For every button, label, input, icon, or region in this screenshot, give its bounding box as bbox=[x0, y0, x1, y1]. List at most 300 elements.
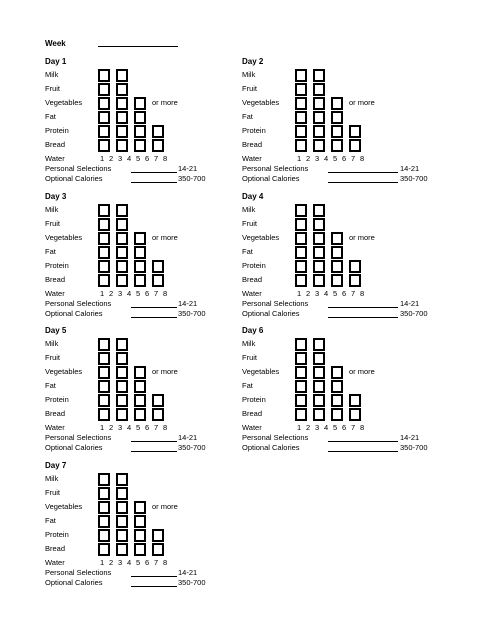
water-glass-number[interactable]: 3 bbox=[315, 423, 320, 432]
serving-checkbox[interactable] bbox=[134, 246, 146, 259]
food-label: Fat bbox=[45, 112, 56, 121]
serving-checkbox[interactable] bbox=[295, 366, 307, 379]
serving-checkbox[interactable] bbox=[134, 366, 146, 379]
day-title: Day 4 bbox=[242, 192, 264, 201]
optional-calories-label: Optional Calories bbox=[45, 578, 103, 587]
food-row bbox=[45, 139, 245, 152]
serving-checkbox[interactable] bbox=[116, 232, 128, 245]
food-row bbox=[45, 97, 245, 110]
food-row bbox=[242, 97, 442, 110]
water-label: Water bbox=[45, 558, 65, 567]
serving-checkbox[interactable] bbox=[98, 380, 110, 393]
serving-checkbox[interactable] bbox=[98, 232, 110, 245]
serving-checkbox[interactable] bbox=[295, 69, 307, 82]
food-row bbox=[242, 352, 442, 365]
day-section bbox=[45, 192, 245, 317]
serving-checkbox[interactable] bbox=[98, 69, 110, 82]
day-section bbox=[45, 57, 245, 182]
water-glass-number[interactable]: 6 bbox=[145, 423, 150, 432]
food-label: Fruit bbox=[242, 219, 257, 228]
water-glass-number[interactable]: 7 bbox=[351, 423, 356, 432]
serving-checkbox[interactable] bbox=[98, 246, 110, 259]
serving-checkbox[interactable] bbox=[116, 394, 128, 407]
food-label: Protein bbox=[45, 261, 69, 270]
serving-checkbox[interactable] bbox=[116, 408, 128, 421]
serving-checkbox[interactable] bbox=[152, 408, 164, 421]
personal-selections-row bbox=[242, 433, 442, 443]
serving-checkbox[interactable] bbox=[313, 111, 325, 124]
serving-checkbox[interactable] bbox=[295, 97, 307, 110]
food-row bbox=[45, 501, 245, 514]
serving-checkbox[interactable] bbox=[313, 260, 325, 273]
personal-selections-label: Personal Selections bbox=[242, 433, 309, 442]
serving-checkbox[interactable] bbox=[116, 543, 128, 556]
serving-checkbox[interactable] bbox=[134, 529, 146, 542]
water-glass-number[interactable]: 2 bbox=[306, 423, 311, 432]
serving-checkbox[interactable] bbox=[295, 232, 307, 245]
water-glass-number[interactable]: 5 bbox=[333, 154, 338, 163]
serving-checkbox[interactable] bbox=[295, 380, 307, 393]
water-glass-number[interactable]: 5 bbox=[333, 289, 338, 298]
serving-checkbox[interactable] bbox=[134, 408, 146, 421]
optional-calories-label: Optional Calories bbox=[45, 443, 103, 452]
water-glass-number[interactable]: 3 bbox=[315, 154, 320, 163]
serving-checkbox[interactable] bbox=[98, 473, 110, 486]
serving-checkbox[interactable] bbox=[313, 366, 325, 379]
food-row bbox=[242, 232, 442, 245]
optional-calories-row bbox=[242, 174, 442, 184]
serving-checkbox[interactable] bbox=[295, 394, 307, 407]
food-label: Vegetables bbox=[242, 233, 280, 242]
water-glass-number[interactable]: 6 bbox=[145, 558, 150, 567]
serving-checkbox[interactable] bbox=[116, 274, 128, 287]
serving-checkbox[interactable] bbox=[313, 83, 325, 96]
personal-selections-input-line[interactable] bbox=[131, 576, 177, 577]
serving-checkbox[interactable] bbox=[295, 204, 307, 217]
serving-checkbox[interactable] bbox=[134, 125, 146, 138]
serving-checkbox[interactable] bbox=[331, 260, 343, 273]
serving-checkbox[interactable] bbox=[313, 232, 325, 245]
or-more-label: or more bbox=[152, 98, 178, 107]
serving-checkbox[interactable] bbox=[134, 274, 146, 287]
optional-calories-input-line[interactable] bbox=[131, 317, 177, 318]
food-label: Vegetables bbox=[45, 502, 83, 511]
food-row bbox=[242, 408, 442, 421]
food-label: Bread bbox=[45, 275, 66, 284]
serving-checkbox[interactable] bbox=[349, 125, 361, 138]
water-glass-number[interactable]: 5 bbox=[136, 423, 141, 432]
food-row bbox=[242, 380, 442, 393]
water-glass-number[interactable]: 8 bbox=[163, 558, 168, 567]
water-glass-number[interactable]: 8 bbox=[360, 423, 365, 432]
serving-checkbox[interactable] bbox=[295, 111, 307, 124]
optional-calories-row bbox=[45, 309, 245, 319]
serving-checkbox[interactable] bbox=[295, 139, 307, 152]
water-glass-number[interactable]: 7 bbox=[154, 423, 159, 432]
food-row bbox=[242, 218, 442, 231]
serving-checkbox[interactable] bbox=[331, 232, 343, 245]
water-glass-number[interactable]: 7 bbox=[351, 154, 356, 163]
food-label: Protein bbox=[242, 126, 266, 135]
water-glass-number[interactable]: 6 bbox=[342, 154, 347, 163]
serving-checkbox[interactable] bbox=[116, 69, 128, 82]
serving-checkbox[interactable] bbox=[116, 111, 128, 124]
water-glass-number[interactable]: 6 bbox=[342, 423, 347, 432]
water-label: Water bbox=[242, 423, 262, 432]
serving-checkbox[interactable] bbox=[295, 246, 307, 259]
serving-checkbox[interactable] bbox=[116, 246, 128, 259]
serving-checkbox[interactable] bbox=[349, 408, 361, 421]
water-glass-number[interactable]: 8 bbox=[163, 289, 168, 298]
serving-checkbox[interactable] bbox=[313, 394, 325, 407]
week-input-line[interactable] bbox=[98, 46, 178, 47]
serving-checkbox[interactable] bbox=[98, 274, 110, 287]
serving-checkbox[interactable] bbox=[116, 97, 128, 110]
optional-calories-input-line[interactable] bbox=[328, 182, 398, 183]
serving-checkbox[interactable] bbox=[134, 501, 146, 514]
serving-checkbox[interactable] bbox=[116, 529, 128, 542]
water-glass-number[interactable]: 3 bbox=[118, 154, 123, 163]
personal-selections-input-line[interactable] bbox=[328, 441, 398, 442]
serving-checkbox[interactable] bbox=[98, 125, 110, 138]
food-row bbox=[242, 111, 442, 124]
water-glass-number[interactable]: 1 bbox=[297, 289, 302, 298]
serving-checkbox[interactable] bbox=[98, 97, 110, 110]
water-numbers bbox=[100, 154, 172, 163]
optional-calories-label: Optional Calories bbox=[45, 174, 103, 183]
water-glass-number[interactable]: 8 bbox=[163, 423, 168, 432]
water-glass-number[interactable]: 4 bbox=[127, 423, 132, 432]
serving-checkbox[interactable] bbox=[134, 394, 146, 407]
serving-checkbox[interactable] bbox=[98, 260, 110, 273]
serving-checkbox[interactable] bbox=[98, 83, 110, 96]
water-row bbox=[242, 423, 442, 433]
personal-selections-row bbox=[45, 164, 245, 174]
serving-checkbox[interactable] bbox=[98, 366, 110, 379]
serving-checkbox[interactable] bbox=[152, 394, 164, 407]
serving-checkbox[interactable] bbox=[116, 515, 128, 528]
serving-checkbox[interactable] bbox=[116, 260, 128, 273]
serving-checkbox[interactable] bbox=[98, 394, 110, 407]
or-more-label: or more bbox=[152, 367, 178, 376]
water-glass-number[interactable]: 1 bbox=[297, 154, 302, 163]
serving-checkbox[interactable] bbox=[313, 125, 325, 138]
serving-checkbox[interactable] bbox=[98, 139, 110, 152]
water-glass-number[interactable]: 3 bbox=[118, 558, 123, 567]
water-glass-number[interactable]: 1 bbox=[100, 289, 105, 298]
water-row bbox=[45, 289, 245, 299]
water-glass-number[interactable]: 4 bbox=[127, 289, 132, 298]
optional-calories-input-line[interactable] bbox=[328, 451, 398, 452]
water-glass-number[interactable]: 7 bbox=[154, 558, 159, 567]
water-glass-number[interactable]: 4 bbox=[127, 154, 132, 163]
serving-checkbox[interactable] bbox=[313, 352, 325, 365]
serving-checkbox[interactable] bbox=[313, 338, 325, 351]
optional-calories-range: 350-700 bbox=[178, 578, 206, 587]
serving-checkbox[interactable] bbox=[116, 204, 128, 217]
food-label: Protein bbox=[45, 530, 69, 539]
serving-checkbox[interactable] bbox=[116, 218, 128, 231]
serving-checkbox[interactable] bbox=[98, 408, 110, 421]
serving-checkbox[interactable] bbox=[313, 408, 325, 421]
food-label: Protein bbox=[242, 261, 266, 270]
water-glass-number[interactable]: 1 bbox=[297, 423, 302, 432]
serving-checkbox[interactable] bbox=[313, 246, 325, 259]
serving-checkbox[interactable] bbox=[349, 260, 361, 273]
personal-selections-row bbox=[242, 299, 442, 309]
food-row bbox=[45, 380, 245, 393]
water-glass-number[interactable]: 2 bbox=[306, 289, 311, 298]
serving-checkbox[interactable] bbox=[116, 380, 128, 393]
food-label: Fruit bbox=[45, 84, 60, 93]
water-glass-number[interactable]: 2 bbox=[109, 289, 114, 298]
water-glass-number[interactable]: 6 bbox=[145, 154, 150, 163]
serving-checkbox[interactable] bbox=[331, 139, 343, 152]
serving-checkbox[interactable] bbox=[152, 543, 164, 556]
serving-checkbox[interactable] bbox=[98, 487, 110, 500]
food-label: Milk bbox=[242, 205, 256, 214]
serving-checkbox[interactable] bbox=[134, 139, 146, 152]
serving-checkbox[interactable] bbox=[152, 125, 164, 138]
serving-checkbox[interactable] bbox=[134, 380, 146, 393]
water-glass-number[interactable]: 7 bbox=[351, 289, 356, 298]
serving-checkbox[interactable] bbox=[295, 274, 307, 287]
food-row bbox=[45, 529, 245, 542]
serving-checkbox[interactable] bbox=[98, 529, 110, 542]
optional-calories-range: 350-700 bbox=[178, 443, 206, 452]
serving-checkbox[interactable] bbox=[313, 204, 325, 217]
water-glass-number[interactable]: 6 bbox=[145, 289, 150, 298]
optional-calories-input-line[interactable] bbox=[328, 317, 398, 318]
water-glass-number[interactable]: 3 bbox=[315, 289, 320, 298]
food-row bbox=[45, 352, 245, 365]
serving-checkbox[interactable] bbox=[98, 515, 110, 528]
serving-checkbox[interactable] bbox=[152, 274, 164, 287]
optional-calories-row bbox=[45, 578, 245, 588]
food-row bbox=[45, 246, 245, 259]
serving-checkbox[interactable] bbox=[313, 218, 325, 231]
serving-checkbox[interactable] bbox=[331, 111, 343, 124]
optional-calories-range: 350-700 bbox=[178, 309, 206, 318]
personal-selections-range: 14-21 bbox=[400, 299, 420, 308]
optional-calories-range: 350-700 bbox=[400, 309, 428, 318]
food-row bbox=[242, 83, 442, 96]
water-glass-number[interactable]: 5 bbox=[136, 289, 141, 298]
serving-checkbox[interactable] bbox=[331, 408, 343, 421]
water-glass-number[interactable]: 4 bbox=[324, 154, 329, 163]
serving-checkbox[interactable] bbox=[134, 111, 146, 124]
water-glass-number[interactable]: 3 bbox=[118, 423, 123, 432]
personal-selections-row bbox=[45, 568, 245, 578]
water-label: Water bbox=[45, 423, 65, 432]
food-row bbox=[45, 111, 245, 124]
serving-checkbox[interactable] bbox=[98, 352, 110, 365]
serving-checkbox[interactable] bbox=[313, 274, 325, 287]
food-row bbox=[45, 125, 245, 138]
day-title: Day 7 bbox=[45, 461, 67, 470]
water-glass-number[interactable]: 4 bbox=[324, 423, 329, 432]
food-label: Fat bbox=[45, 381, 56, 390]
water-glass-number[interactable]: 1 bbox=[100, 154, 105, 163]
serving-checkbox[interactable] bbox=[116, 487, 128, 500]
water-glass-number[interactable]: 1 bbox=[100, 558, 105, 567]
water-glass-number[interactable]: 2 bbox=[109, 423, 114, 432]
water-row bbox=[242, 289, 442, 299]
water-glass-number[interactable]: 5 bbox=[333, 423, 338, 432]
serving-checkbox[interactable] bbox=[98, 338, 110, 351]
water-glass-number[interactable]: 7 bbox=[154, 154, 159, 163]
serving-checkbox[interactable] bbox=[134, 543, 146, 556]
serving-checkbox[interactable] bbox=[134, 97, 146, 110]
serving-checkbox[interactable] bbox=[134, 515, 146, 528]
serving-checkbox[interactable] bbox=[98, 501, 110, 514]
water-glass-number[interactable]: 6 bbox=[342, 289, 347, 298]
serving-checkbox[interactable] bbox=[295, 83, 307, 96]
serving-checkbox[interactable] bbox=[295, 408, 307, 421]
serving-checkbox[interactable] bbox=[331, 394, 343, 407]
serving-checkbox[interactable] bbox=[331, 274, 343, 287]
serving-checkbox[interactable] bbox=[313, 69, 325, 82]
optional-calories-input-line[interactable] bbox=[131, 451, 177, 452]
serving-checkbox[interactable] bbox=[295, 125, 307, 138]
serving-checkbox[interactable] bbox=[331, 366, 343, 379]
personal-selections-input-line[interactable] bbox=[131, 172, 177, 173]
food-row bbox=[242, 366, 442, 379]
personal-selections-row bbox=[242, 164, 442, 174]
optional-calories-label: Optional Calories bbox=[242, 443, 300, 452]
serving-checkbox[interactable] bbox=[331, 380, 343, 393]
food-label: Fruit bbox=[45, 488, 60, 497]
serving-checkbox[interactable] bbox=[295, 338, 307, 351]
water-glass-number[interactable]: 7 bbox=[154, 289, 159, 298]
food-label: Milk bbox=[45, 474, 59, 483]
serving-checkbox[interactable] bbox=[152, 529, 164, 542]
optional-calories-input-line[interactable] bbox=[131, 182, 177, 183]
day-title: Day 5 bbox=[45, 326, 67, 335]
water-glass-number[interactable]: 4 bbox=[127, 558, 132, 567]
serving-checkbox[interactable] bbox=[98, 111, 110, 124]
food-label: Fruit bbox=[45, 219, 60, 228]
personal-selections-input-line[interactable] bbox=[131, 307, 177, 308]
personal-selections-label: Personal Selections bbox=[45, 568, 112, 577]
serving-checkbox[interactable] bbox=[116, 501, 128, 514]
personal-selections-row bbox=[45, 299, 245, 309]
serving-checkbox[interactable] bbox=[98, 218, 110, 231]
serving-checkbox[interactable] bbox=[116, 366, 128, 379]
optional-calories-label: Optional Calories bbox=[45, 309, 103, 318]
food-row bbox=[45, 218, 245, 231]
optional-calories-range: 350-700 bbox=[400, 443, 428, 452]
personal-selections-range: 14-21 bbox=[178, 164, 198, 173]
serving-checkbox[interactable] bbox=[313, 380, 325, 393]
water-glass-number[interactable]: 2 bbox=[306, 154, 311, 163]
food-row bbox=[45, 366, 245, 379]
serving-checkbox[interactable] bbox=[116, 473, 128, 486]
serving-checkbox[interactable] bbox=[134, 232, 146, 245]
serving-checkbox[interactable] bbox=[349, 274, 361, 287]
food-label: Protein bbox=[242, 395, 266, 404]
personal-selections-label: Personal Selections bbox=[45, 164, 112, 173]
serving-checkbox[interactable] bbox=[134, 260, 146, 273]
food-label: Fat bbox=[242, 247, 253, 256]
water-glass-number[interactable]: 2 bbox=[109, 558, 114, 567]
day-title: Day 2 bbox=[242, 57, 264, 66]
serving-checkbox[interactable] bbox=[331, 246, 343, 259]
food-row bbox=[242, 274, 442, 287]
personal-selections-range: 14-21 bbox=[400, 164, 420, 173]
food-row bbox=[45, 338, 245, 351]
optional-calories-input-line[interactable] bbox=[131, 586, 177, 587]
food-row bbox=[45, 543, 245, 556]
water-numbers bbox=[100, 558, 172, 567]
serving-checkbox[interactable] bbox=[116, 338, 128, 351]
serving-checkbox[interactable] bbox=[331, 97, 343, 110]
personal-selections-row bbox=[45, 433, 245, 443]
food-label: Vegetables bbox=[242, 367, 280, 376]
water-numbers bbox=[100, 423, 172, 432]
food-row bbox=[45, 408, 245, 421]
food-row bbox=[45, 487, 245, 500]
water-glass-number[interactable]: 8 bbox=[360, 289, 365, 298]
personal-selections-range: 14-21 bbox=[400, 433, 420, 442]
serving-checkbox[interactable] bbox=[116, 352, 128, 365]
food-row bbox=[242, 139, 442, 152]
serving-checkbox[interactable] bbox=[152, 139, 164, 152]
food-label: Bread bbox=[242, 275, 263, 284]
serving-checkbox[interactable] bbox=[313, 139, 325, 152]
serving-checkbox[interactable] bbox=[98, 543, 110, 556]
water-glass-number[interactable]: 3 bbox=[118, 289, 123, 298]
food-label: Fat bbox=[242, 112, 253, 121]
water-glass-number[interactable]: 8 bbox=[360, 154, 365, 163]
food-row bbox=[242, 125, 442, 138]
water-glass-number[interactable]: 8 bbox=[163, 154, 168, 163]
food-row bbox=[45, 232, 245, 245]
serving-checkbox[interactable] bbox=[349, 139, 361, 152]
water-row bbox=[242, 154, 442, 164]
optional-calories-label: Optional Calories bbox=[242, 174, 300, 183]
personal-selections-input-line[interactable] bbox=[131, 441, 177, 442]
serving-checkbox[interactable] bbox=[313, 97, 325, 110]
personal-selections-label: Personal Selections bbox=[45, 433, 112, 442]
serving-checkbox[interactable] bbox=[349, 394, 361, 407]
personal-selections-input-line[interactable] bbox=[328, 172, 398, 173]
food-label: Milk bbox=[45, 70, 59, 79]
personal-selections-input-line[interactable] bbox=[328, 307, 398, 308]
water-glass-number[interactable]: 1 bbox=[100, 423, 105, 432]
food-row bbox=[45, 260, 245, 273]
food-row bbox=[45, 394, 245, 407]
serving-checkbox[interactable] bbox=[116, 83, 128, 96]
water-glass-number[interactable]: 5 bbox=[136, 558, 141, 567]
water-glass-number[interactable]: 2 bbox=[109, 154, 114, 163]
food-row bbox=[242, 69, 442, 82]
water-glass-number[interactable]: 4 bbox=[324, 289, 329, 298]
food-label: Bread bbox=[45, 544, 66, 553]
water-numbers bbox=[297, 423, 369, 432]
serving-checkbox[interactable] bbox=[98, 204, 110, 217]
serving-checkbox[interactable] bbox=[152, 260, 164, 273]
serving-checkbox[interactable] bbox=[295, 218, 307, 231]
water-glass-number[interactable]: 5 bbox=[136, 154, 141, 163]
serving-checkbox[interactable] bbox=[331, 125, 343, 138]
serving-checkbox[interactable] bbox=[295, 352, 307, 365]
food-label: Vegetables bbox=[45, 367, 83, 376]
serving-checkbox[interactable] bbox=[116, 139, 128, 152]
food-label: Bread bbox=[45, 140, 66, 149]
serving-checkbox[interactable] bbox=[295, 260, 307, 273]
serving-checkbox[interactable] bbox=[116, 125, 128, 138]
